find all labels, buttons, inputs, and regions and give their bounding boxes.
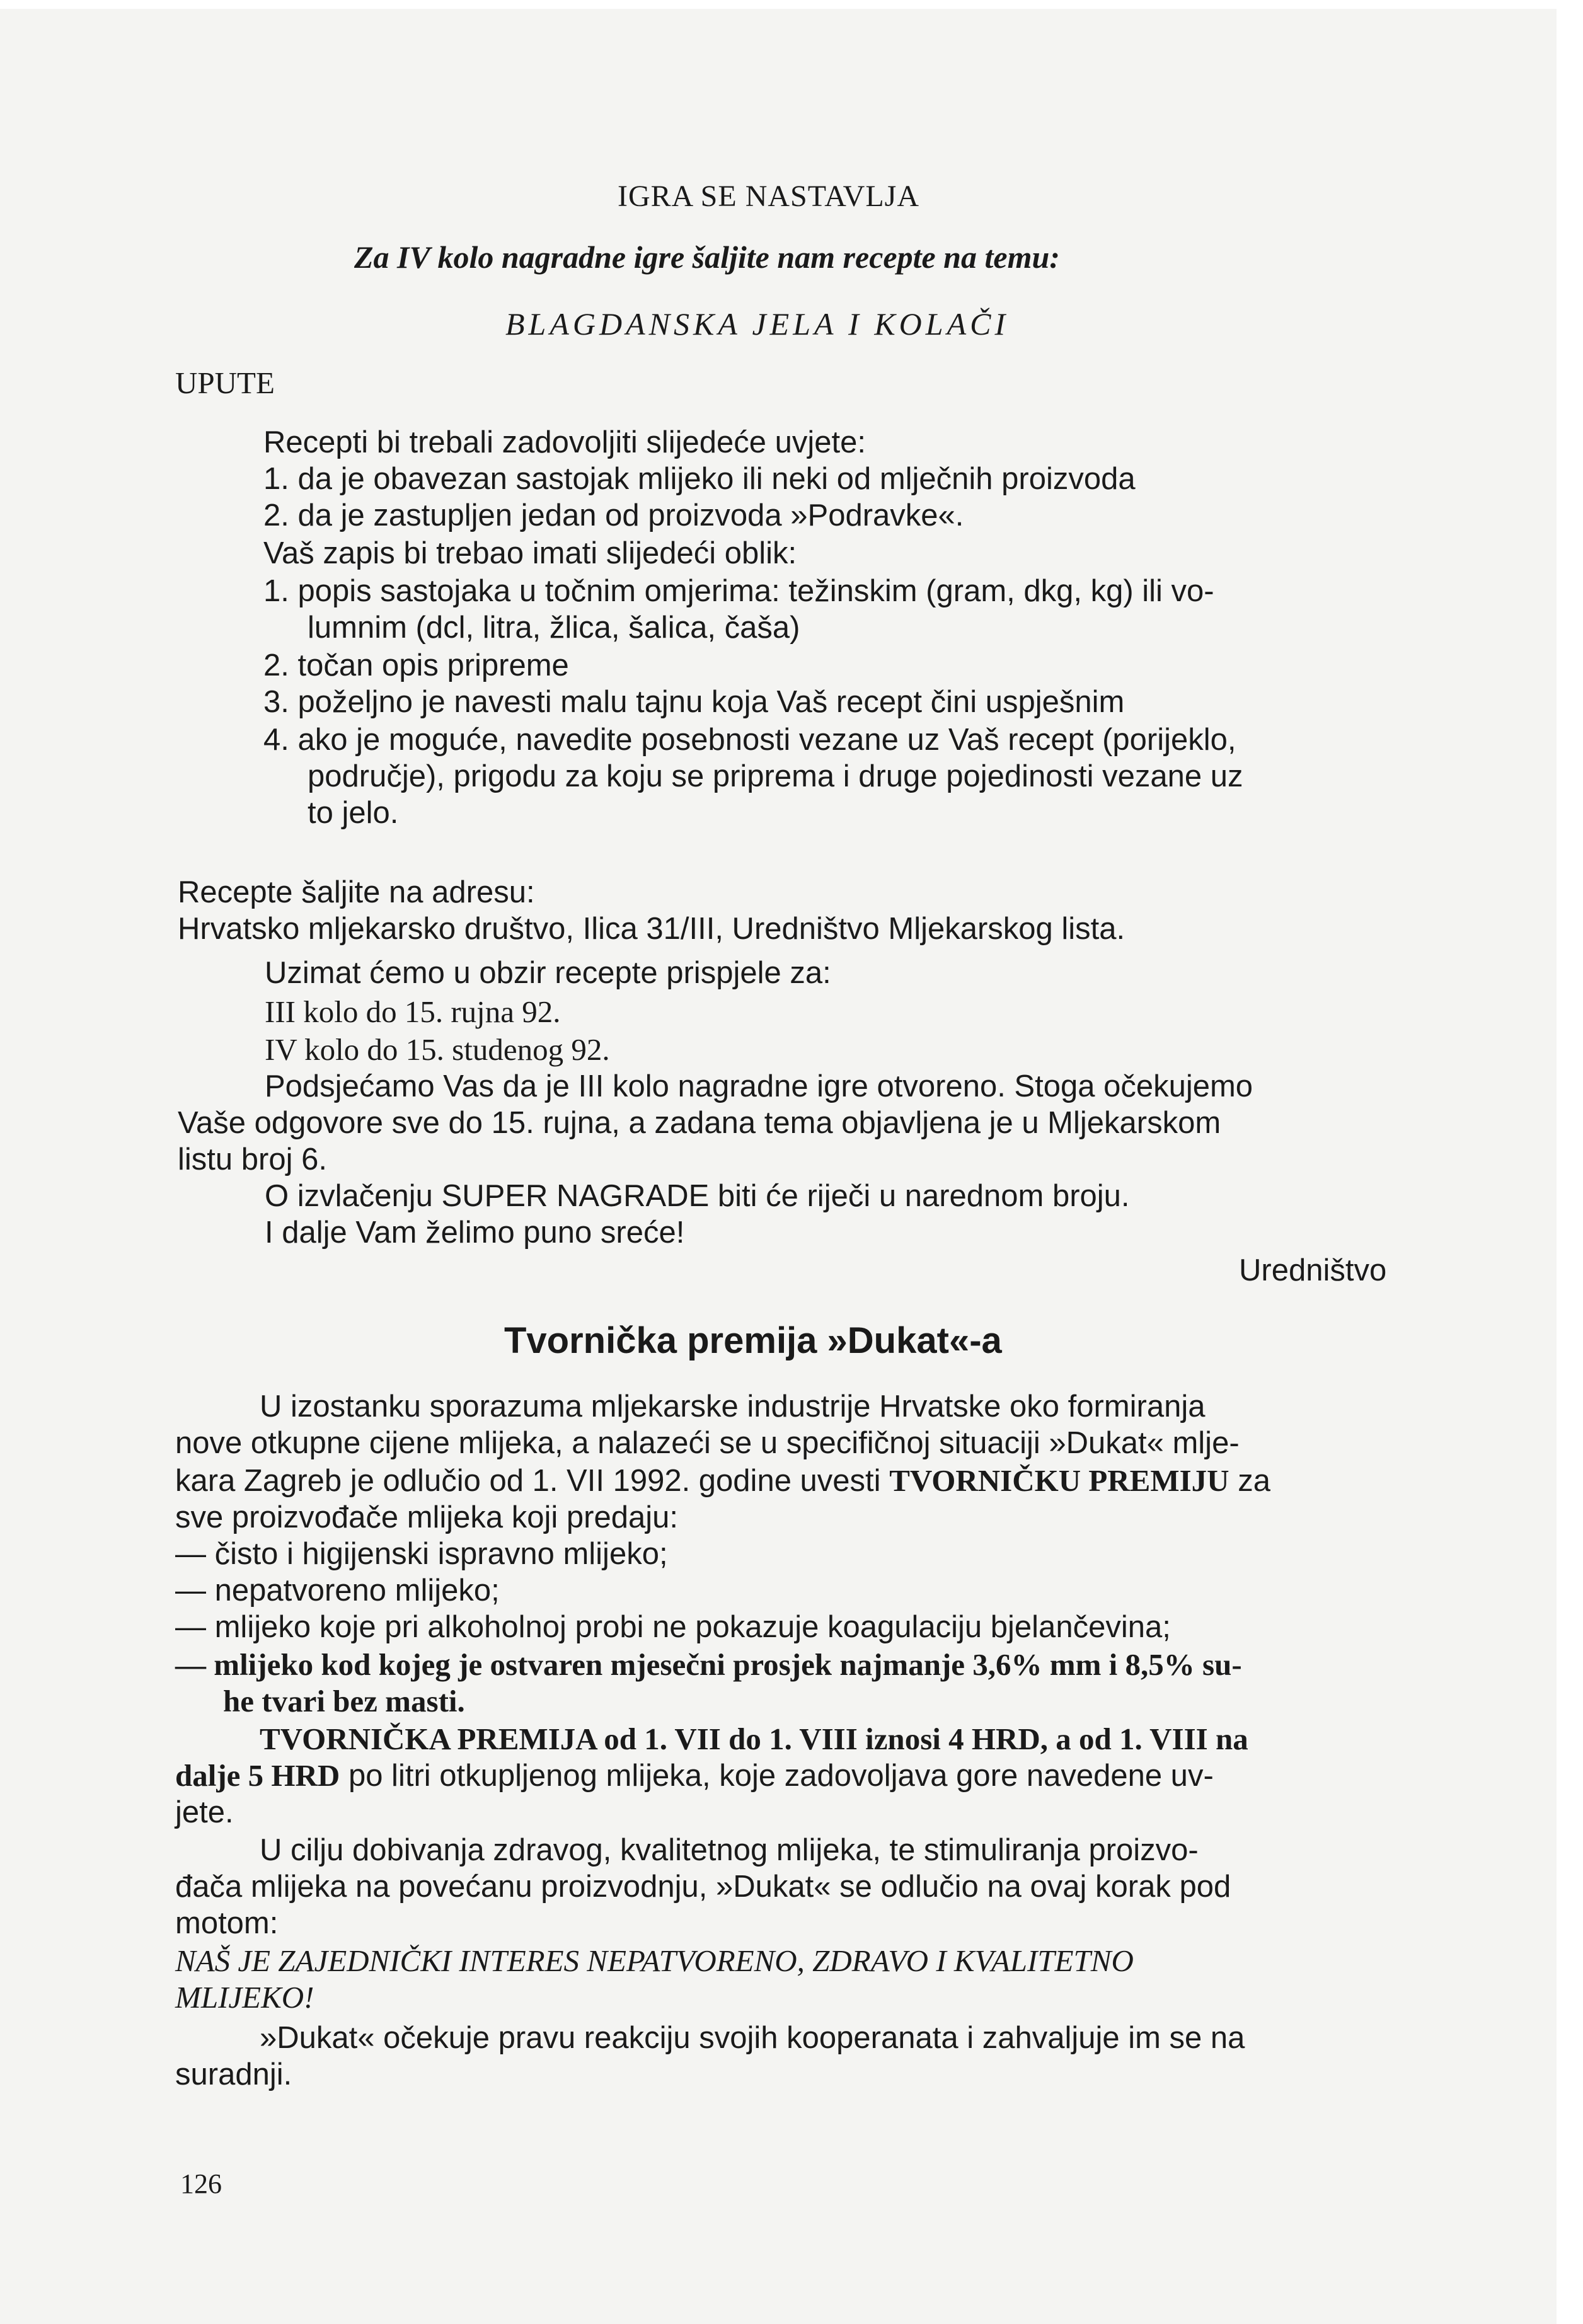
upute-intro: Recepti bi trebali zadovoljiti slijedeće uvjete: (263, 425, 866, 459)
page-number: 126 (180, 2168, 222, 2199)
condition-item: 1. da je obavezan sastojak mlijeko ili neki od mlječnih proizvoda (263, 462, 1136, 496)
deadline-item: IV kolo do 15. studenog 92. (265, 1032, 610, 1067)
game-subtitle: Za IV kolo nagradne igre šaljite nam recepte na temu: (354, 239, 1060, 275)
motto: NAŠ JE ZAJEDNIČKI INTERES NEPATVORENO, ZDRAVO I KVALITETNO (175, 1943, 1134, 1978)
reminder-line: Vaše odgovore sve do 15. rujna, a zadana tema objavljena je u Mljekarskom (178, 1106, 1221, 1140)
reminder-line: O izvlačenju SUPER NAGRADE biti će riječi u narednom broju. (265, 1179, 1130, 1213)
condition-item: 2. da je zastupljen jedan od proizvoda »Podravke«. (263, 498, 964, 532)
premium-statement: TVORNIČKA PREMIJA od 1. VII do 1. VIII iznosi 4 HRD, a od 1. VIII na (260, 1722, 1248, 1756)
requirement-item: — čisto i higijenski ispravno mlijeko; (175, 1537, 668, 1571)
premium-statement: dalje 5 HRD po litri otkupljenog mlijeka, koje zadovoljava gore navedene uv- (175, 1758, 1214, 1793)
closing-line: suradnji. (175, 2057, 292, 2091)
closing-line: »Dukat« očekuje pravu reakciju svojih kooperanata i zahvaljuje im se na (260, 2021, 1245, 2055)
requirement-item: — mlijeko kod kojeg je ostvaren mjesečni prosjek najmanje 3,6% mm i 8,5% su- (175, 1647, 1242, 1682)
article-paragraph: kara Zagreb je odlučio od 1. VII 1992. godine uvesti TVORNIČKU PREMIJU za (175, 1463, 1270, 1498)
upute-heading: UPUTE (175, 365, 275, 400)
article-title: Tvornička premija »Dukat«-a (504, 1320, 1002, 1361)
format-item: 2. točan opis pripreme (263, 648, 569, 682)
format-item: područje), prigodu za koju se priprema i druge pojedinosti vezane uz (308, 759, 1243, 793)
game-theme: BLAGDANSKA JELA I KOLAČI (505, 306, 1010, 342)
requirement-item: — mlijeko koje pri alkoholnoj probi ne pokazuje koagulaciju bjelančevina; (175, 1610, 1171, 1644)
format-intro: Vaš zapis bi trebao imati slijedeći oblik: (263, 536, 797, 570)
requirement-item: — nepatvoreno mlijeko; (175, 1573, 500, 1608)
format-item: 1. popis sastojaka u točnim omjerima: težinskim (gram, dkg, kg) ili vo- (263, 574, 1214, 608)
format-item: 3. poželjno je navesti malu tajnu koja Vaš recept čini uspješnim (263, 685, 1125, 719)
address-line: Hrvatsko mljekarsko društvo, Ilica 31/III, Uredništvo Mljekarskog lista. (178, 912, 1125, 946)
format-item: 4. ako je moguće, navedite posebnosti vezane uz Vaš recept (porijeklo, (263, 723, 1236, 757)
deadlines-intro: Uzimat ćemo u obzir recepte prispjele za: (265, 956, 831, 990)
motto: MLIJEKO! (175, 1980, 314, 2015)
article-paragraph: nove otkupne cijene mlijeka, a nalazeći se u specifičnoj situaciji »Dukat« mlje- (175, 1426, 1240, 1460)
requirement-item: he tvari bez masti. (223, 1684, 465, 1718)
article-paragraph: motom: (175, 1906, 279, 1940)
address-intro: Recepte šaljite na adresu: (178, 875, 535, 909)
article-paragraph: đača mlijeka na povećanu proizvodnju, »Dukat« se odlučio na ovaj korak pod (175, 1870, 1231, 1904)
reminder-line: listu broj 6. (178, 1142, 327, 1176)
format-item: to jelo. (308, 796, 399, 830)
deadline-item: III kolo do 15. rujna 92. (265, 994, 561, 1029)
page-edge (1557, 0, 1583, 2324)
article-paragraph: sve proizvođače mlijeka koji predaju: (175, 1500, 678, 1534)
game-title: IGRA SE NASTAVLJA (618, 180, 919, 213)
article-paragraph: U cilju dobivanja zdravog, kvalitetnog mlijeka, te stimuliranja proizvo- (260, 1833, 1199, 1867)
signature: Uredništvo (1239, 1253, 1387, 1287)
page-edge (0, 0, 1583, 9)
reminder-line: Podsjećamo Vas da je III kolo nagradne igre otvoreno. Stoga očekujemo (265, 1069, 1253, 1103)
format-item: lumnim (dcl, litra, žlica, šalica, čaša) (308, 611, 800, 645)
article-paragraph: U izostanku sporazuma mljekarske industrije Hrvatske oko formiranja (260, 1389, 1206, 1424)
premium-statement: jete. (175, 1795, 234, 1829)
reminder-line: I dalje Vam želimo puno sreće! (265, 1216, 685, 1250)
premium-term: TVORNIČKU PREMIJU (889, 1463, 1229, 1498)
